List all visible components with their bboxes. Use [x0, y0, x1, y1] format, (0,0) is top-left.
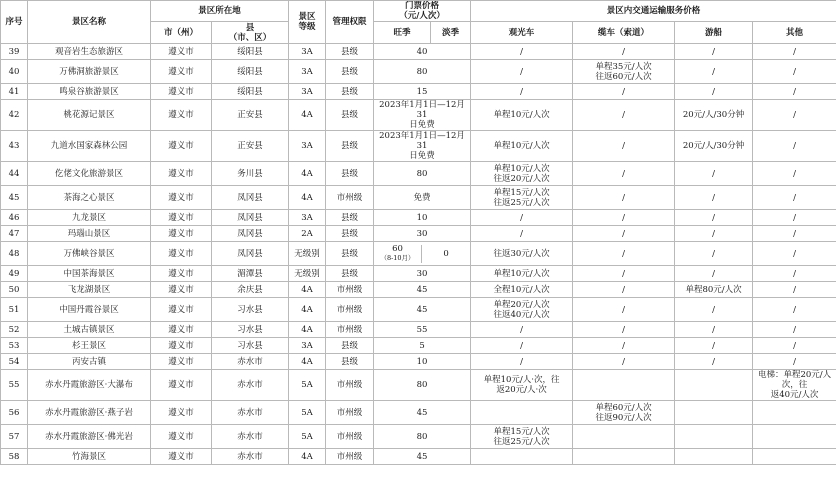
- cell-cable: /: [573, 266, 675, 282]
- cell-price: 2023年1月1日—12月31 日免费: [374, 100, 471, 131]
- cell-cable: /: [573, 186, 675, 210]
- header-bus: 观光车: [471, 22, 573, 44]
- header-no: 序号: [1, 1, 28, 44]
- cell-no: 48: [1, 242, 28, 266]
- cell-no: 55: [1, 370, 28, 401]
- cell-county: 余庆县: [212, 282, 289, 298]
- cell-other: [753, 425, 836, 449]
- cell-boat: [675, 425, 753, 449]
- cell-cable: /: [573, 44, 675, 60]
- cell-authority: 市州级: [326, 282, 374, 298]
- cell-bus: [471, 401, 573, 425]
- cell-other: /: [753, 226, 836, 242]
- cell-name: 仡佬文化旅游景区: [28, 162, 151, 186]
- cell-cable: /: [573, 131, 675, 162]
- cell-city: 遵义市: [151, 131, 212, 162]
- cell-boat: /: [675, 84, 753, 100]
- cell-other: /: [753, 210, 836, 226]
- cell-grade: 5A: [289, 401, 326, 425]
- table-row: [1, 401, 836, 425]
- table-row: [1, 226, 836, 242]
- cell-grade: 3A: [289, 338, 326, 354]
- cell-no: 42: [1, 100, 28, 131]
- cell-price: 2023年1月1日—12月31 日免费: [374, 131, 471, 162]
- cell-name: 土城古镇景区: [28, 322, 151, 338]
- peak-price: [374, 245, 422, 263]
- table-row: [1, 354, 836, 370]
- header-grade: [289, 1, 326, 44]
- peak-price-value: 60: [392, 243, 403, 254]
- cell-cable: /: [573, 298, 675, 322]
- cell-city: 遵义市: [151, 322, 212, 338]
- cell-price: 40: [374, 44, 471, 60]
- cell-boat: /: [675, 60, 753, 84]
- table-row: [1, 186, 836, 210]
- cell-bus: 单程10元/人·次，往 返20元/人·次: [471, 370, 573, 401]
- cell-name: 观音岩生态旅游区: [28, 44, 151, 60]
- cell-county: 赤水市: [212, 401, 289, 425]
- cell-authority: 县级: [326, 338, 374, 354]
- header-authority: 管理权限: [326, 1, 374, 44]
- cell-boat: /: [675, 298, 753, 322]
- cell-city: 遵义市: [151, 266, 212, 282]
- cell-name: 桃花源记景区: [28, 100, 151, 131]
- header-county-text: 县 （市、区）: [228, 22, 272, 43]
- cell-bus: 全程10元/人次: [471, 282, 573, 298]
- cell-city: 遵义市: [151, 226, 212, 242]
- header-ticket: [374, 1, 471, 22]
- cell-authority: 市州级: [326, 401, 374, 425]
- cell-boat: /: [675, 322, 753, 338]
- cell-no: 50: [1, 282, 28, 298]
- cell-name: 赤水丹霞旅游区·佛光岩: [28, 425, 151, 449]
- cell-cable: [573, 449, 675, 465]
- cell-name: 丙安古镇: [28, 354, 151, 370]
- table-row: [1, 84, 836, 100]
- cell-cable: /: [573, 84, 675, 100]
- cell-county: 凤冈县: [212, 226, 289, 242]
- price-split: [374, 245, 470, 263]
- cell-authority: 市州级: [326, 425, 374, 449]
- cell-county: 赤水市: [212, 449, 289, 465]
- cell-other: /: [753, 100, 836, 131]
- cell-boat: /: [675, 162, 753, 186]
- cell-boat: /: [675, 242, 753, 266]
- cell-bus: /: [471, 44, 573, 60]
- table-row: [1, 298, 836, 322]
- cell-price: 10: [374, 210, 471, 226]
- cell-boat: /: [675, 226, 753, 242]
- cell-grade: 4A: [289, 282, 326, 298]
- cell-no: 45: [1, 186, 28, 210]
- cell-bus: 单程10元/人次: [471, 266, 573, 282]
- cell-cable: /: [573, 226, 675, 242]
- cell-authority: 县级: [326, 131, 374, 162]
- cell-name: 九龙景区: [28, 210, 151, 226]
- cell-authority: 县级: [326, 354, 374, 370]
- cell-no: 41: [1, 84, 28, 100]
- cell-no: 40: [1, 60, 28, 84]
- cell-county: 赤水市: [212, 354, 289, 370]
- cell-grade: 3A: [289, 131, 326, 162]
- cell-city: 遵义市: [151, 282, 212, 298]
- cell-no: 44: [1, 162, 28, 186]
- cell-city: 遵义市: [151, 44, 212, 60]
- cell-other: 电梯：单程20元/人次，往 返40元/人次: [753, 370, 836, 401]
- cell-no: 47: [1, 226, 28, 242]
- cell-price: 80: [374, 162, 471, 186]
- header-county: [212, 22, 289, 44]
- cell-boat: [675, 370, 753, 401]
- cell-price: 45: [374, 282, 471, 298]
- cell-name: 赤水丹霞旅游区·燕子岩: [28, 401, 151, 425]
- header-ticket-text: 门票价格 （元/人次）: [399, 1, 445, 21]
- cell-boat: [675, 449, 753, 465]
- cell-other: /: [753, 298, 836, 322]
- cell-grade: 无级别: [289, 242, 326, 266]
- cell-name: 万佛洞旅游景区: [28, 60, 151, 84]
- cell-bus: /: [471, 322, 573, 338]
- table-row: [1, 370, 836, 401]
- cell-county: 正安县: [212, 100, 289, 131]
- cell-name: 茶海之心景区: [28, 186, 151, 210]
- cell-name: 万佛峡谷景区: [28, 242, 151, 266]
- cell-city: 遵义市: [151, 298, 212, 322]
- cell-name: 鸣泉谷旅游景区: [28, 84, 151, 100]
- cell-county: 习水县: [212, 298, 289, 322]
- cell-county: 赤水市: [212, 370, 289, 401]
- cell-grade: 4A: [289, 449, 326, 465]
- cell-price: 80: [374, 60, 471, 84]
- cell-no: 54: [1, 354, 28, 370]
- cell-bus: 单程15元/人次 往返25元/人次: [471, 186, 573, 210]
- cell-boat: 单程80元/人次: [675, 282, 753, 298]
- cell-no: 51: [1, 298, 28, 322]
- cell-bus: /: [471, 60, 573, 84]
- cell-price: 15: [374, 84, 471, 100]
- cell-no: 49: [1, 266, 28, 282]
- cell-no: 46: [1, 210, 28, 226]
- cell-grade: 无级别: [289, 266, 326, 282]
- cell-boat: 20元/人/30分钟: [675, 100, 753, 131]
- cell-authority: 市州级: [326, 370, 374, 401]
- cell-county: 赤水市: [212, 425, 289, 449]
- cell-city: 遵义市: [151, 100, 212, 131]
- cell-no: 43: [1, 131, 28, 162]
- cell-city: 遵义市: [151, 354, 212, 370]
- table-row: [1, 131, 836, 162]
- cell-other: /: [753, 242, 836, 266]
- cell-grade: 4A: [289, 186, 326, 210]
- cell-bus: 单程20元/人次 往返40元/人次: [471, 298, 573, 322]
- cell-authority: 市州级: [326, 298, 374, 322]
- table-row: [1, 100, 836, 131]
- cell-price: 45: [374, 298, 471, 322]
- cell-county: 绥阳县: [212, 60, 289, 84]
- cell-authority: 县级: [326, 84, 374, 100]
- cell-boat: /: [675, 338, 753, 354]
- cell-boat: /: [675, 266, 753, 282]
- cell-authority: 县级: [326, 210, 374, 226]
- cell-no: 53: [1, 338, 28, 354]
- cell-price: 30: [374, 266, 471, 282]
- cell-county: 凤冈县: [212, 210, 289, 226]
- header-name: 景区名称: [28, 1, 151, 44]
- cell-other: /: [753, 266, 836, 282]
- cell-no: 39: [1, 44, 28, 60]
- header-off: 淡季: [431, 22, 471, 44]
- header-peak: 旺季: [374, 22, 431, 44]
- cell-authority: 市州级: [326, 322, 374, 338]
- cell-county: 凤冈县: [212, 242, 289, 266]
- cell-authority: 县级: [326, 226, 374, 242]
- cell-city: 遵义市: [151, 162, 212, 186]
- cell-other: /: [753, 162, 836, 186]
- cell-other: /: [753, 131, 836, 162]
- cell-name: 赤水丹霞旅游区·大瀑布: [28, 370, 151, 401]
- table-row: [1, 338, 836, 354]
- cell-city: 遵义市: [151, 210, 212, 226]
- cell-county: 务川县: [212, 162, 289, 186]
- cell-other: /: [753, 60, 836, 84]
- cell-price: 5: [374, 338, 471, 354]
- cell-city: 遵义市: [151, 449, 212, 465]
- cell-authority: 市州级: [326, 449, 374, 465]
- cell-grade: 4A: [289, 100, 326, 131]
- cell-name: 飞龙湖景区: [28, 282, 151, 298]
- cell-bus: 单程10元/人次 往返20元/人次: [471, 162, 573, 186]
- cell-city: 遵义市: [151, 84, 212, 100]
- cell-grade: 5A: [289, 425, 326, 449]
- table-row: [1, 60, 836, 84]
- cell-cable: [573, 370, 675, 401]
- cell-bus: /: [471, 84, 573, 100]
- cell-grade: 5A: [289, 370, 326, 401]
- cell-cable: /: [573, 322, 675, 338]
- cell-boat: /: [675, 186, 753, 210]
- cell-other: /: [753, 282, 836, 298]
- cell-name: 竹海景区: [28, 449, 151, 465]
- cell-other: /: [753, 44, 836, 60]
- cell-cable: /: [573, 354, 675, 370]
- cell-name: 玛瑙山景区: [28, 226, 151, 242]
- cell-bus: /: [471, 354, 573, 370]
- table-row: [1, 210, 836, 226]
- peak-price-note: （8-10月）: [380, 253, 415, 262]
- cell-authority: 市州级: [326, 186, 374, 210]
- table-row: [1, 449, 836, 465]
- cell-no: 58: [1, 449, 28, 465]
- cell-no: 56: [1, 401, 28, 425]
- cell-price: 10: [374, 354, 471, 370]
- cell-cable: /: [573, 100, 675, 131]
- cell-cable: /: [573, 210, 675, 226]
- cell-authority: 县级: [326, 60, 374, 84]
- cell-authority: 县级: [326, 162, 374, 186]
- cell-boat: /: [675, 354, 753, 370]
- cell-county: 湄潭县: [212, 266, 289, 282]
- cell-price: 80: [374, 425, 471, 449]
- cell-bus: [471, 449, 573, 465]
- cell-price: 80: [374, 370, 471, 401]
- cell-county: 习水县: [212, 338, 289, 354]
- cell-county: 绥阳县: [212, 44, 289, 60]
- cell-bus: /: [471, 210, 573, 226]
- table-row: [1, 425, 836, 449]
- cell-boat: [675, 401, 753, 425]
- header-city: 市（州）: [151, 22, 212, 44]
- cell-county: 凤冈县: [212, 186, 289, 210]
- cell-bus: /: [471, 226, 573, 242]
- cell-other: /: [753, 186, 836, 210]
- cell-grade: 4A: [289, 354, 326, 370]
- cell-city: 遵义市: [151, 425, 212, 449]
- header-cable: 缆车（索道）: [573, 22, 675, 44]
- cell-other: /: [753, 354, 836, 370]
- cell-cable: /: [573, 162, 675, 186]
- cell-grade: 4A: [289, 162, 326, 186]
- cell-grade: 2A: [289, 226, 326, 242]
- cell-other: /: [753, 84, 836, 100]
- header-location: 景区所在地: [151, 1, 289, 22]
- cell-price: 30: [374, 226, 471, 242]
- cell-cable: /: [573, 242, 675, 266]
- cell-authority: 县级: [326, 44, 374, 60]
- cell-name: 九道水国家森林公园: [28, 131, 151, 162]
- cell-cable: /: [573, 282, 675, 298]
- cell-cable: 单程35元/人次 往返60元/人次: [573, 60, 675, 84]
- cell-bus: 单程10元/人次: [471, 131, 573, 162]
- table-row: [1, 162, 836, 186]
- cell-boat: 20元/人/30分钟: [675, 131, 753, 162]
- cell-county: 正安县: [212, 131, 289, 162]
- table-row: [1, 242, 836, 266]
- header-other: 其他: [753, 22, 836, 44]
- cell-boat: /: [675, 210, 753, 226]
- cell-other: [753, 449, 836, 465]
- cell-grade: 4A: [289, 298, 326, 322]
- cell-no: 52: [1, 322, 28, 338]
- header-grade-text: 景区 等级: [298, 12, 316, 32]
- table-row: [1, 44, 836, 60]
- cell-county: 习水县: [212, 322, 289, 338]
- cell-grade: 3A: [289, 60, 326, 84]
- cell-name: 中国茶海景区: [28, 266, 151, 282]
- cell-city: 遵义市: [151, 338, 212, 354]
- cell-cable: 单程60元/人次 往返90元/人次: [573, 401, 675, 425]
- header-boat: 游船: [675, 22, 753, 44]
- cell-bus: /: [471, 338, 573, 354]
- cell-grade: 3A: [289, 44, 326, 60]
- cell-authority: 县级: [326, 242, 374, 266]
- cell-city: 遵义市: [151, 401, 212, 425]
- cell-city: 遵义市: [151, 242, 212, 266]
- cell-city: 遵义市: [151, 60, 212, 84]
- cell-name: 中国丹霞谷景区: [28, 298, 151, 322]
- cell-price: 55: [374, 322, 471, 338]
- cell-price: 45: [374, 401, 471, 425]
- cell-price-split: [374, 242, 471, 266]
- cell-other: [753, 401, 836, 425]
- header-transport: 景区内交通运输服务价格: [471, 1, 836, 22]
- cell-boat: /: [675, 44, 753, 60]
- cell-price: 45: [374, 449, 471, 465]
- cell-grade: 3A: [289, 210, 326, 226]
- cell-no: 57: [1, 425, 28, 449]
- cell-authority: 县级: [326, 100, 374, 131]
- cell-other: /: [753, 338, 836, 354]
- table-row: [1, 322, 836, 338]
- cell-name: 杉王景区: [28, 338, 151, 354]
- table-row: [1, 282, 836, 298]
- cell-price: 免费: [374, 186, 471, 210]
- cell-bus: 单程15元/人次 往返25元/人次: [471, 425, 573, 449]
- table-row: [1, 266, 836, 282]
- cell-city: 遵义市: [151, 186, 212, 210]
- cell-cable: [573, 425, 675, 449]
- cell-bus: 单程10元/人次: [471, 100, 573, 131]
- cell-cable: /: [573, 338, 675, 354]
- off-price: 0: [443, 248, 449, 259]
- cell-other: /: [753, 322, 836, 338]
- cell-city: 遵义市: [151, 370, 212, 401]
- table-body: [1, 44, 836, 465]
- cell-grade: 3A: [289, 84, 326, 100]
- cell-bus: 往返30元/人次: [471, 242, 573, 266]
- cell-authority: 县级: [326, 266, 374, 282]
- cell-grade: 4A: [289, 322, 326, 338]
- cell-county: 绥阳县: [212, 84, 289, 100]
